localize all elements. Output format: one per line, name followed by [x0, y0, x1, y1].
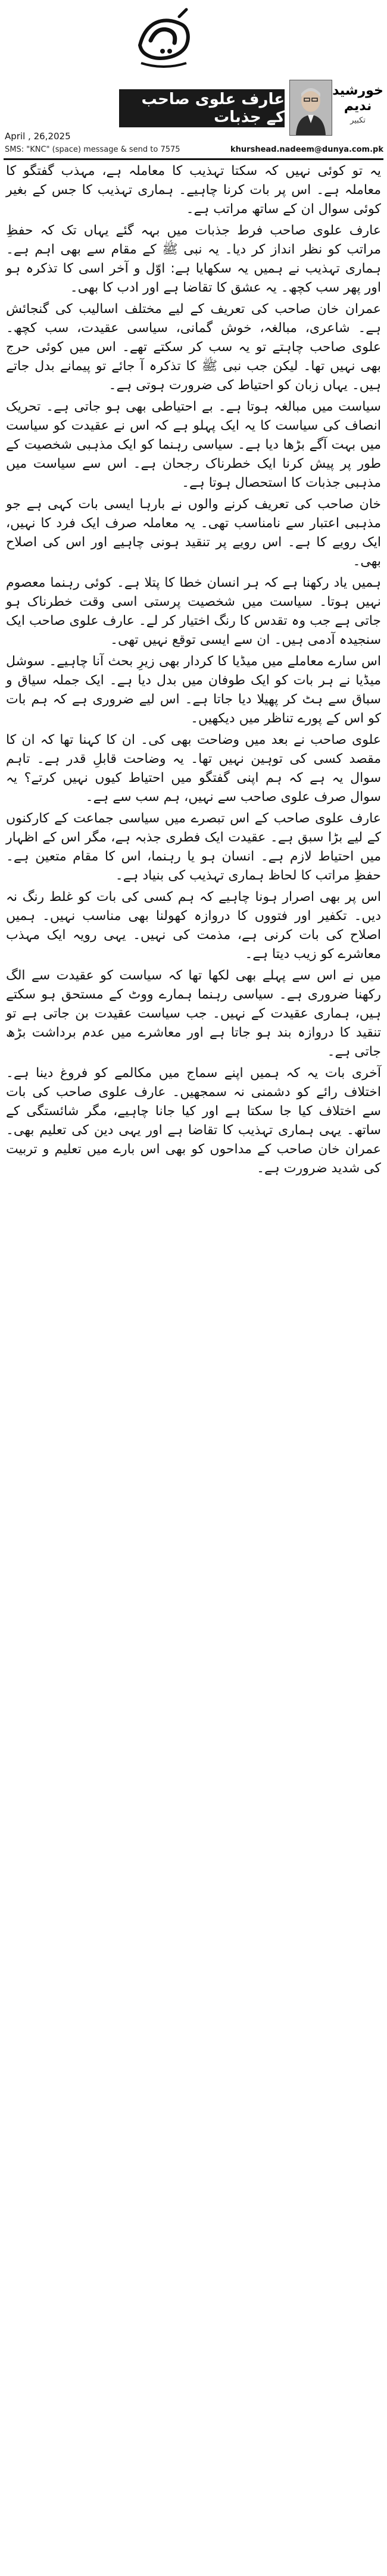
article-paragraph: عارف علوی صاحب کے اس تبصرے میں سیاسی جماعت کے کارکنوں کے لیے بڑا سبق ہے۔ عقیدت ایک فطری جذبہ ہے، مگر اس کے اظہار میں احتیاط لازم ہے۔ انسان ہو یا رہنما، اس کا مقام متعین ہے۔ حفظِ مراتب کا لحاظ ہماری تہذیب کی بنیاد ہے۔	[6, 811, 381, 883]
author-name-block	[331, 83, 385, 126]
author-photo	[289, 80, 332, 136]
publish-date: April , 26,2025	[5, 131, 71, 142]
article-paragraph: اس پر بھی اصرار ہونا چاہیے کہ ہم کسی کی بات کو غلط رنگ نہ دیں۔ تکفیر اور فتووں کا دروازہ کھولنا بھی مناسب نہیں۔ ہمیں اصلاح کی بات کرنی ہے، مذمت کی نہیں۔ یہی رویہ ایک مہذب معاشرے کو زیب دیتا ہے۔	[6, 890, 381, 962]
header-divider	[4, 158, 383, 160]
article-paragraph: میں نے اس سے پہلے بھی لکھا تھا کہ سیاست کو عقیدت سے الگ رکھنا ضروری ہے۔ سیاسی رہنما ہمارے ووٹ کے مستحق ہو سکتے ہیں، ہماری عقیدت کے نہیں۔ جب سیاست عقیدت بن جاتی ہے تو تنقید کا دروازہ بند ہو جاتا ہے اور معاشرے میں عدم برداشت بڑھ جاتی ہے۔	[6, 968, 381, 1059]
article-paragraph: خان صاحب کی تعریف کرنے والوں نے بارہا ایسی بات کہی ہے جو مذہبی اعتبار سے نامناسب تھی۔ یہ معاملہ صرف ایک فرد کا نہیں، ایک رویے کا ہے۔ اس رویے پر تنقید ہونی چاہیے اور اس کی اصلاح بھی۔	[6, 497, 381, 569]
column-header	[0, 0, 387, 183]
column-title: عارف علوی صاحب کے جذبات	[119, 89, 285, 127]
article-paragraph: علوی صاحب نے بعد میں وضاحت بھی کی۔ ان کا کہنا تھا کہ ان کا مقصد کسی کی توہین نہیں تھا۔ یہ وضاحت قابلِ قدر ہے۔ تاہم سوال یہ ہے کہ ہم اپنی گفتگو میں احتیاط کیوں نہیں کرتے؟ یہ سوال صرف علوی صاحب سے نہیں، ہم سب سے ہے۔	[6, 733, 381, 805]
article-paragraph: عمران خان صاحب کی تعریف کے لیے مختلف اسالیب کی گنجائش ہے۔ شاعری، مبالغہ، خوش گمانی، سیاسی عقیدت، سب کچھ۔ علوی صاحب چاہتے تو یہ سب کر سکتے تھے۔ اس میں کوئی حرج بھی نہیں تھا۔ لیکن جب نبی ﷺ کا تذکرہ آ جائے تو پیمانے بدل جاتے ہیں۔ یہاں زبان کو احتیاط کی ضرورت ہوتی ہے۔	[6, 302, 381, 393]
sms-instructions: SMS: "KNC" (space) message & send to 7575	[5, 145, 180, 154]
article-body	[6, 162, 381, 1181]
article-paragraph: یہ تو کوئی نہیں کہ سکتا تہذیب کا معاملہ ہے، مہذب گفتگو کا معاملہ ہے۔ اس پر بات کرنا چاہیے۔ ہماری تہذیب کا جس کے بغیر کوئی سوال ان کے ساتھ مراتب ہے۔	[6, 164, 381, 217]
column-name: تکبیر	[350, 116, 366, 125]
author-last-name: ندیم	[344, 99, 372, 114]
newspaper-logo	[128, 4, 199, 75]
article-paragraph: آخری بات یہ کہ ہمیں اپنے سماج میں مکالمے کو فروغ دینا ہے۔ اختلاف رائے کو دشمنی نہ سمجھیں۔ عارف علوی صاحب کی بات سے اختلاف کیا جا سکتا ہے اور کیا جانا چاہیے، مگر شائستگی کے ساتھ۔ یہی ہماری تہذیب کا تقاضا ہے اور یہی دین کی تعلیم بھی۔ عمران خان صاحب کے مداحوں کو بھی اس بارے میں تعلیم و تربیت کی شدید ضرورت ہے۔	[6, 1066, 381, 1176]
dunya-logo-icon	[128, 4, 199, 75]
article-paragraph: سیاست میں مبالغہ ہوتا ہے۔ بے احتیاطی بھی ہو جاتی ہے۔ تحریک انصاف کی سیاست کا یہ ایک پہلو ہے کہ اس نے عقیدت کو سیاست میں بہت آگے بڑھا دیا ہے۔ سیاسی رہنما کو ایک مذہبی شخصیت کے طور پر پیش کرنا ایک خطرناک رجحان ہے۔ اس سے سیاست میں مذہبی جذبات کا استحصال ہوتا ہے۔	[6, 399, 381, 490]
article-paragraph: ہمیں یاد رکھنا ہے کہ ہر انسان خطا کا پتلا ہے۔ کوئی رہنما معصوم نہیں ہوتا۔ سیاست میں شخصیت پرستی اسی وقت خطرناک ہو جاتی ہے جب وہ تقدس کا رنگ اختیار کر لے۔ عارف علوی صاحب ایک سنجیدہ آدمی ہیں۔ ان سے ایسی توقع نہیں تھی۔	[6, 575, 381, 647]
author-first-name: خورشید	[332, 83, 383, 98]
article-paragraph: اس سارے معاملے میں میڈیا کا کردار بھی زیرِ بحث آنا چاہیے۔ سوشل میڈیا نے ہر بات کو ایک طوفان میں بدل دیا ہے۔ ایک جملہ سیاق و سباق سے ہٹ کر پھیلا دیا جاتا ہے۔ اس لیے ضروری ہے کہ ہم بات کو اس کے پورے تناظر میں دیکھیں۔	[6, 654, 381, 726]
author-portrait-icon	[290, 80, 332, 135]
author-email: khurshead.nadeem@dunya.com.pk	[230, 145, 383, 154]
article-paragraph: عارف علوی صاحب فرط جذبات میں بہہ گئے یہاں تک کہ حفظِ مراتب کو نظر انداز کر دیا۔ یہ نبی ﷺ کے مقام سے بھی اہم ہے۔ ہماری تہذیب نے ہمیں یہ سکھایا ہے: اوّل و آخر اسی کا تذکرہ ہو اور پھر سب کچھ۔ یہ عشق کا تقاضا ہے اور ادب کا بھی۔	[6, 223, 381, 295]
